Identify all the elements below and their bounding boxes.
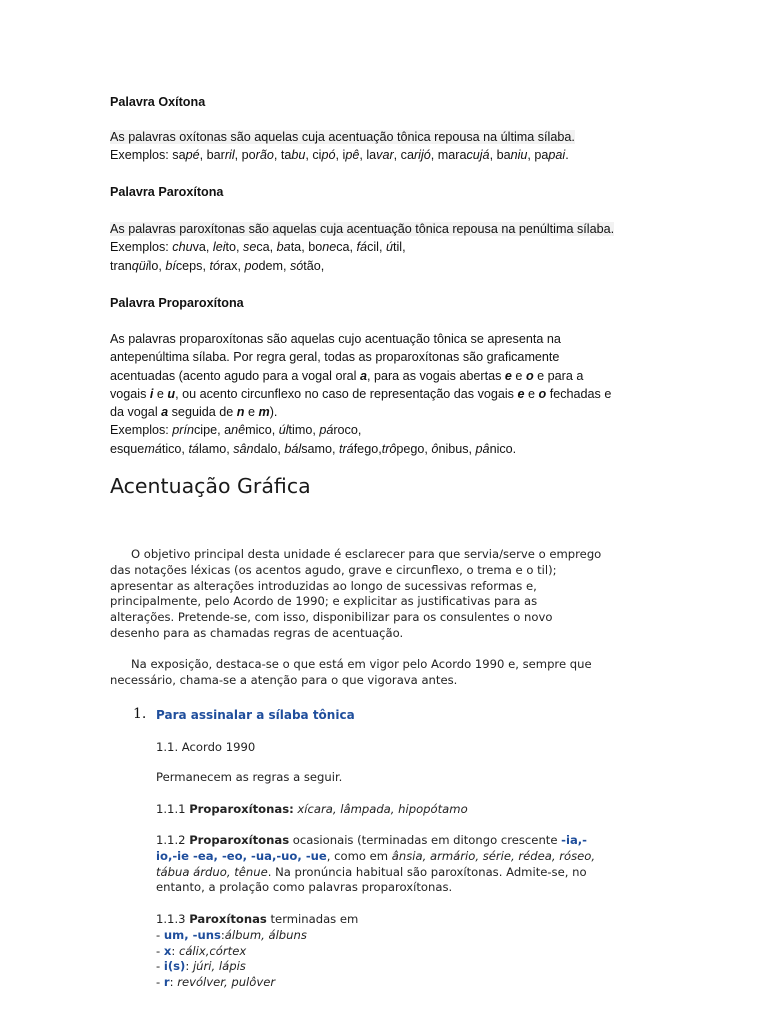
example-word: papai. (534, 148, 569, 163)
example-word: carijó, (400, 148, 438, 163)
example-word: ônibus, (431, 441, 476, 456)
oxitona-examples (110, 146, 658, 164)
subsection-1-1: 1.1. Acordo 1990 (156, 740, 256, 754)
paragraph-line: das notações léxicas (os acentos agudo, grave e circunflexo, o trema e o til); (110, 562, 557, 577)
rule-1-1-1: 1.1.1 Proparoxítonas: xícara, lâmpada, hipopótamo (156, 802, 468, 816)
example-word: porão, (241, 148, 281, 163)
heading-paroxitona: Palavra Paroxítona (110, 185, 224, 199)
proparoxitona-line: acentuadas (acento agudo para a vogal oral a, para as vogais abertas e e o e para a (110, 368, 584, 383)
example-word: bata, (276, 240, 309, 255)
paragraph-proparoxitona (110, 330, 658, 458)
paragraph-line: desenho para as chamadas regras de acentuação. (110, 625, 404, 640)
paragraph-line: O objetivo principal desta unidade é esclarecer para que servia/serve o emprego (131, 547, 602, 561)
intro-paragraph-1 (110, 547, 658, 642)
heading-oxitona: Palavra Oxítona (110, 95, 206, 109)
paragraph-paroxitona (110, 220, 658, 275)
example-word: tórax, (209, 258, 245, 273)
rule-1-1-2: 1.1.2 Proparoxítonas ocasionais (terminadas em ditongo crescente -ia,- io,-ie -ea, -eo, -ua,-uo, -ue, como em ânsia, armário, série, rédea, róseo, tábua árduo, tênue. Na pronúncia habitual são paroxítonas. Admite-se, no entanto, a prolação como palavras proparoxítonas. (156, 833, 596, 895)
rules-intro: Permanecem as regras a seguir. (156, 770, 343, 784)
examples-label: Exemplos: (110, 148, 173, 163)
example-word: seca, (243, 240, 277, 255)
example-word: sótão, (289, 258, 325, 273)
section-title: Acentuação Gráfica (110, 474, 311, 498)
example-word: tráfego, (338, 441, 382, 456)
examples-label: Exemplos: (110, 240, 173, 255)
example-word: bíceps, (165, 258, 210, 273)
example-word: ipê, (342, 148, 367, 163)
paragraph-line: necessário, chama-se a atenção para o que vigorava antes. (110, 672, 458, 687)
proparoxitona-line: da vogal a seguida de n e m). (110, 405, 278, 420)
example-word: tranqüilo, (110, 258, 166, 273)
example-word: cipó, (312, 148, 343, 163)
example-word: útil, (385, 240, 406, 255)
paroxitona-examples-2 (110, 257, 658, 275)
paragraph-oxitona (110, 128, 658, 165)
paroxitona-examples-1 (110, 238, 658, 256)
proparoxitona-line: As palavras proparoxítonas são aquelas cujo acentuação tônica se apresenta na (110, 332, 561, 346)
example-word: pároco, (319, 423, 362, 438)
paragraph-line: Na exposição, destaca-se o que está em vigor pelo Acordo 1990 e, sempre que (131, 657, 592, 671)
paragraph-line: principalmente, pelo Acordo de 1990; e explicitar as justificativas para as (110, 594, 538, 609)
list-number: 1. (133, 706, 147, 722)
proparoxitona-examples-1 (110, 421, 658, 439)
example-word: trôpego, (381, 441, 432, 456)
example-word: último, (278, 423, 320, 438)
proparoxitona-line: vogais i e u, ou acento circunflexo no caso de representação das vogais e e o fechadas e (110, 386, 612, 401)
example-word: fácil, (356, 240, 386, 255)
example-word: tabu, (280, 148, 313, 163)
heading-proparoxitona: Palavra Proparoxítona (110, 296, 244, 310)
example-word: lavar, (366, 148, 401, 163)
example-word: leito, (212, 240, 244, 255)
example-word: pânico. (475, 441, 517, 456)
example-word: tálamo, (188, 441, 234, 456)
example-word: baniu, (496, 148, 535, 163)
example-word: podem, (244, 258, 290, 273)
rule-list-item: - i(s): júri, lápis (156, 959, 246, 974)
example-word: boneca, (308, 240, 357, 255)
example-word: chuva, (172, 240, 213, 255)
rule-list-item: - x: cálix,córtex (156, 943, 247, 958)
proparoxitona-examples-2 (110, 440, 658, 458)
example-word: sândalo, (233, 441, 285, 456)
example-word: sapé, (172, 148, 207, 163)
rule-list-item: - um, -uns:álbum, álbuns (156, 927, 307, 942)
example-word: barril, (206, 148, 242, 163)
proparoxitona-line: antepenúltima sílaba. Por regra geral, todas as proparoxítonas são graficamente (110, 350, 560, 365)
examples-label: Exemplos: (110, 423, 173, 438)
example-word: maracujá, (437, 148, 497, 163)
intro-paragraph-2 (110, 657, 658, 689)
paragraph-line: alterações. Pretende-se, com isso, disponibilizar para os consulentes o novo (110, 610, 553, 625)
paragraph-line: apresentar as alterações introduzidas ao longo de sucessivas reformas e, (110, 578, 537, 593)
rule-1-1-3: 1.1.3 Paroxítonas terminadas em - um, -uns:álbum, álbuns - x: cálix,córtex - i(s): júri, lápis - r: revólver, pulôver (156, 912, 666, 991)
example-word: príncipe, (172, 423, 225, 438)
rule-list-item: - r: revólver, pulôver (156, 975, 276, 990)
list-item-title: Para assinalar a sílaba tônica (156, 708, 355, 722)
example-word: anêmico, (224, 423, 279, 438)
oxitona-definition: As palavras oxítonas são aquelas cuja acentuação tônica repousa na última sílaba. (110, 130, 575, 144)
example-word: bálsamo, (284, 441, 339, 456)
paroxitona-definition: As palavras paroxítonas são aquelas cuja acentuação tônica repousa na penúltima sílaba. (110, 222, 615, 236)
example-word: esquemático, (110, 441, 189, 456)
